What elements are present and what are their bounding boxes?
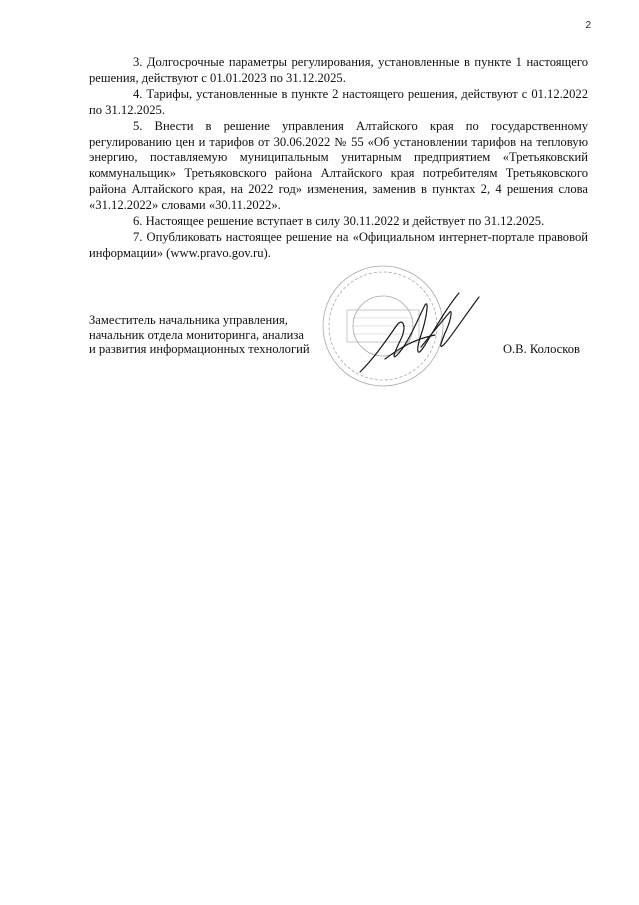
document-body <box>89 55 588 262</box>
paragraph-5: 5. Внести в решение управления Алтайского края по государственному регулированию цен и тарифов от 30.06.2022 № 55 «Об установлении тарифов на тепловую энергию, поставляемую муниципальным унитарным предприятием «Третьяковский коммунальщик» Третьяковского района Алтайского края потребителям Третьяковского района Алтайского края, на 2022 год» изменения, заменив в пунктах 2, 4 решения слова «31.12.2022» словами «30.11.2022». <box>89 118 588 213</box>
paragraph-6: 6. Настоящее решение вступает в силу 30.11.2022 и действует по 31.12.2025. <box>133 214 545 229</box>
paragraph-3: 3. Долгосрочные параметры регулирования, установленные в пункте 1 настоящего решения, действуют с 01.01.2023 по 31.12.2025. <box>89 55 588 85</box>
signer-position-line-1: Заместитель начальника управления, <box>89 313 288 327</box>
paragraph-7: 7. Опубликовать настоящее решение на «Официальном интернет-портале правовой информации» (www.pravo.gov.ru). <box>89 229 588 260</box>
page-number: 2 <box>585 20 591 31</box>
signer-position-line-2: начальник отдела мониторинга, анализа <box>89 327 304 342</box>
signature-block <box>89 313 588 393</box>
signer-position-line-3: и развития информационных технологий <box>89 342 310 357</box>
paragraph-4: 4. Тарифы, установленные в пункте 2 настоящего решения, действуют с 01.12.2022 по 31.12.2025. <box>89 86 588 117</box>
signer-name: О.В. Колосков <box>502 342 580 356</box>
